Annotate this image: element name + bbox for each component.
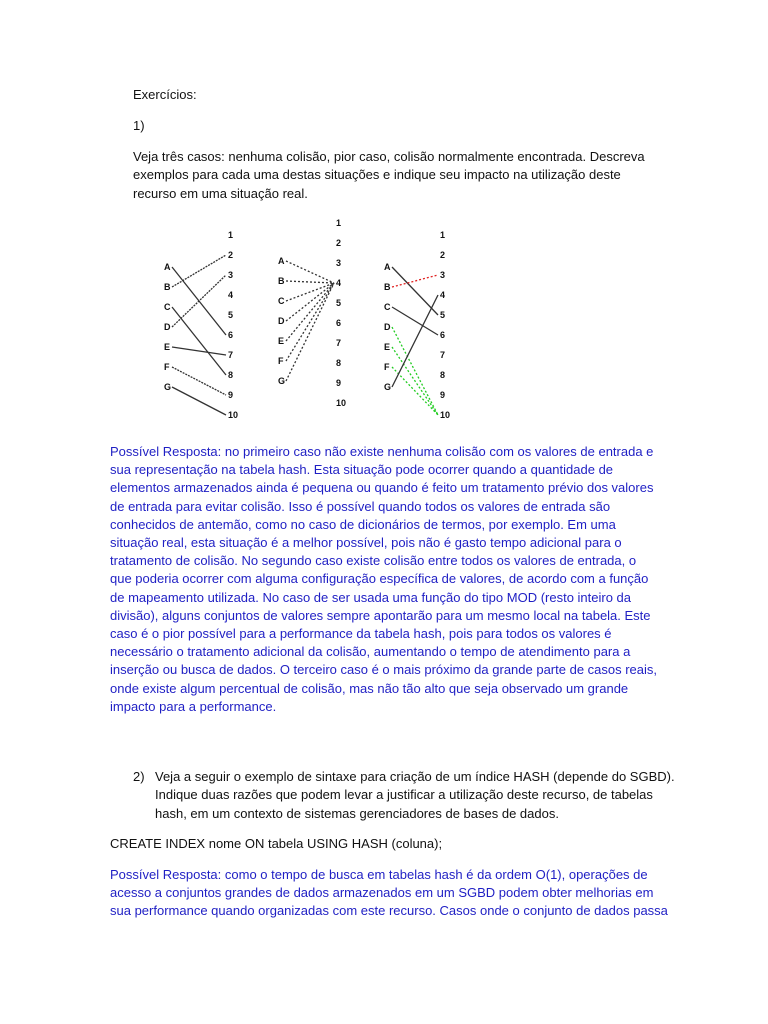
answer-2 bbox=[110, 866, 750, 921]
mapping-line bbox=[392, 347, 438, 415]
input-letter: A bbox=[384, 262, 391, 272]
question-1-number: 1) bbox=[133, 118, 145, 133]
question-1-text: Veja três casos: nenhuma colisão, pior caso, colisão normalmente encontrada. Descreva exemplos para cada uma destas situações e indique seu impacto na utilização deste recurso em uma situação real. bbox=[133, 149, 645, 201]
answer-1-line: sua representação na tabela hash. Esta situação pode ocorrer quando a quantidade de bbox=[110, 462, 614, 478]
mapping-line bbox=[392, 307, 438, 335]
mapping-line bbox=[172, 307, 226, 375]
table-slot-number: 5 bbox=[228, 310, 234, 320]
table-slot-number: 5 bbox=[336, 298, 342, 308]
input-letter: A bbox=[278, 256, 285, 266]
answer-1-line: que poderia ocorrer com alguma configuração específica de valores, de acordo com a função bbox=[110, 571, 649, 587]
table-slot-number: 3 bbox=[336, 258, 342, 268]
mapping-line bbox=[286, 283, 334, 381]
table-slot-number: 2 bbox=[440, 250, 446, 260]
input-letter: A bbox=[164, 262, 171, 272]
table-slot-number: 7 bbox=[228, 350, 234, 360]
input-letter: D bbox=[384, 322, 391, 332]
answer-1-line: de entrada para evitar colisão. Isso é possível quando todos os valores de entrada são bbox=[110, 498, 611, 514]
input-letter: C bbox=[384, 302, 391, 312]
table-slot-number: 4 bbox=[228, 290, 234, 300]
table-slot-number: 5 bbox=[440, 310, 446, 320]
answer-1-line: necessário o tratamento adicional da colisão, aumentando o tempo de atendimento para a bbox=[110, 644, 631, 660]
input-letter: G bbox=[278, 376, 286, 386]
table-slot-number: 3 bbox=[440, 270, 446, 280]
input-letter: C bbox=[278, 296, 285, 306]
answer-1-line: onde existe algum percentual de colisão, mas não tão alto que seja observado um grande bbox=[110, 680, 629, 696]
input-letter: F bbox=[164, 362, 170, 372]
mapping-line bbox=[392, 295, 438, 387]
table-slot-number: 6 bbox=[336, 318, 342, 328]
mapping-line bbox=[392, 275, 438, 287]
case-1-no-collision bbox=[164, 230, 238, 420]
answer-1-line: caso é o pior possível para a performance da tabela hash, pois para todos os valores é bbox=[110, 626, 612, 642]
answer-1 bbox=[110, 443, 750, 716]
input-letter: E bbox=[278, 336, 285, 346]
answer-1-line: situação real, esta situação é a melhor possível, pois não é gasto tempo adicional para o bbox=[110, 535, 622, 551]
answer-2-line: acesso a conjuntos grandes de dados armazenados em um SGBD podem obter melhorias em bbox=[110, 885, 654, 901]
answer-2-line: sua performance quando organizadas com este recurso. Casos onde o conjunto de dados passa bbox=[110, 903, 668, 919]
mapping-line bbox=[286, 283, 334, 361]
question-2-text: Veja a seguir o exemplo de sintaxe para criação de um índice HASH (depende do SGBD). Indique duas razões que podem levar a justificar a utilização deste recurso, de tabelas hash, em um contexto de sistemas gerenciadores de bases de dados. bbox=[155, 769, 675, 821]
input-letter: D bbox=[278, 316, 285, 326]
table-slot-number: 9 bbox=[440, 390, 446, 400]
case-2-worst-case bbox=[278, 218, 346, 408]
question-2-number: 2) bbox=[133, 769, 145, 784]
mapping-line bbox=[286, 261, 334, 283]
answer-1-line: conhecidos de antemão, como no caso de dicionários de termos, por exemplo. Em uma bbox=[110, 516, 616, 532]
table-slot-number: 6 bbox=[440, 330, 446, 340]
answer-1-line: inserção ou busca de dados. O terceiro caso é o mais próximo da grande parte de casos reais, bbox=[110, 662, 658, 678]
table-slot-number: 10 bbox=[336, 398, 347, 408]
table-slot-number: 7 bbox=[336, 338, 342, 348]
table-slot-number: 8 bbox=[336, 358, 342, 368]
input-letter: C bbox=[164, 302, 171, 312]
table-slot-number: 9 bbox=[336, 378, 342, 388]
answer-1-line: tratamento de colisão. No segundo caso existe colisão entre todos os valores de entrada, o bbox=[110, 553, 637, 569]
input-letter: G bbox=[164, 382, 172, 392]
input-letter: G bbox=[384, 382, 392, 392]
table-slot-number: 4 bbox=[336, 278, 342, 288]
table-slot-number: 2 bbox=[228, 250, 234, 260]
answer-1-line: divisão), alguns conjuntos de valores sempre apontarão para um mesmo local na tabela. Este bbox=[110, 607, 651, 623]
hash-collision-diagram bbox=[160, 218, 460, 423]
table-slot-number: 10 bbox=[228, 410, 239, 420]
table-slot-number: 8 bbox=[440, 370, 446, 380]
input-letter: B bbox=[164, 282, 171, 292]
input-letter: F bbox=[384, 362, 390, 372]
answer-1-line: elementos armazenados ainda é pequena ou quando é feito um tratamento prévio dos valores bbox=[110, 480, 654, 496]
input-letter: E bbox=[164, 342, 171, 352]
input-letter: E bbox=[384, 342, 391, 352]
table-slot-number: 10 bbox=[440, 410, 451, 420]
mapping-line bbox=[286, 281, 334, 283]
input-letter: B bbox=[384, 282, 391, 292]
exercises-heading: Exercícios: bbox=[133, 87, 197, 102]
table-slot-number: 4 bbox=[440, 290, 446, 300]
answer-1-line: de mapeamento utilizada. No caso de ser usada uma função do tipo MOD (resto inteiro da bbox=[110, 589, 632, 605]
mapping-line bbox=[172, 347, 226, 355]
answer-1-line: Possível Resposta: no primeiro caso não existe nenhuma colisão com os valores de entrada e bbox=[110, 444, 654, 459]
table-slot-number: 1 bbox=[228, 230, 234, 240]
table-slot-number: 9 bbox=[228, 390, 234, 400]
sql-example: CREATE INDEX nome ON tabela USING HASH (coluna); bbox=[110, 836, 443, 851]
table-slot-number: 8 bbox=[228, 370, 234, 380]
table-slot-number: 6 bbox=[228, 330, 234, 340]
table-slot-number: 1 bbox=[336, 218, 342, 228]
table-slot-number: 1 bbox=[440, 230, 446, 240]
table-slot-number: 2 bbox=[336, 238, 342, 248]
answer-2-line: Possível Resposta: como o tempo de busca em tabelas hash é da ordem O(1), operações de bbox=[110, 867, 648, 882]
table-slot-number: 3 bbox=[228, 270, 234, 280]
table-slot-number: 7 bbox=[440, 350, 446, 360]
input-letter: D bbox=[164, 322, 171, 332]
input-letter: B bbox=[278, 276, 285, 286]
input-letter: F bbox=[278, 356, 284, 366]
case-3-typical-collision bbox=[384, 230, 450, 420]
mapping-line bbox=[286, 283, 334, 321]
answer-1-line: impacto para a performance. bbox=[110, 698, 277, 714]
